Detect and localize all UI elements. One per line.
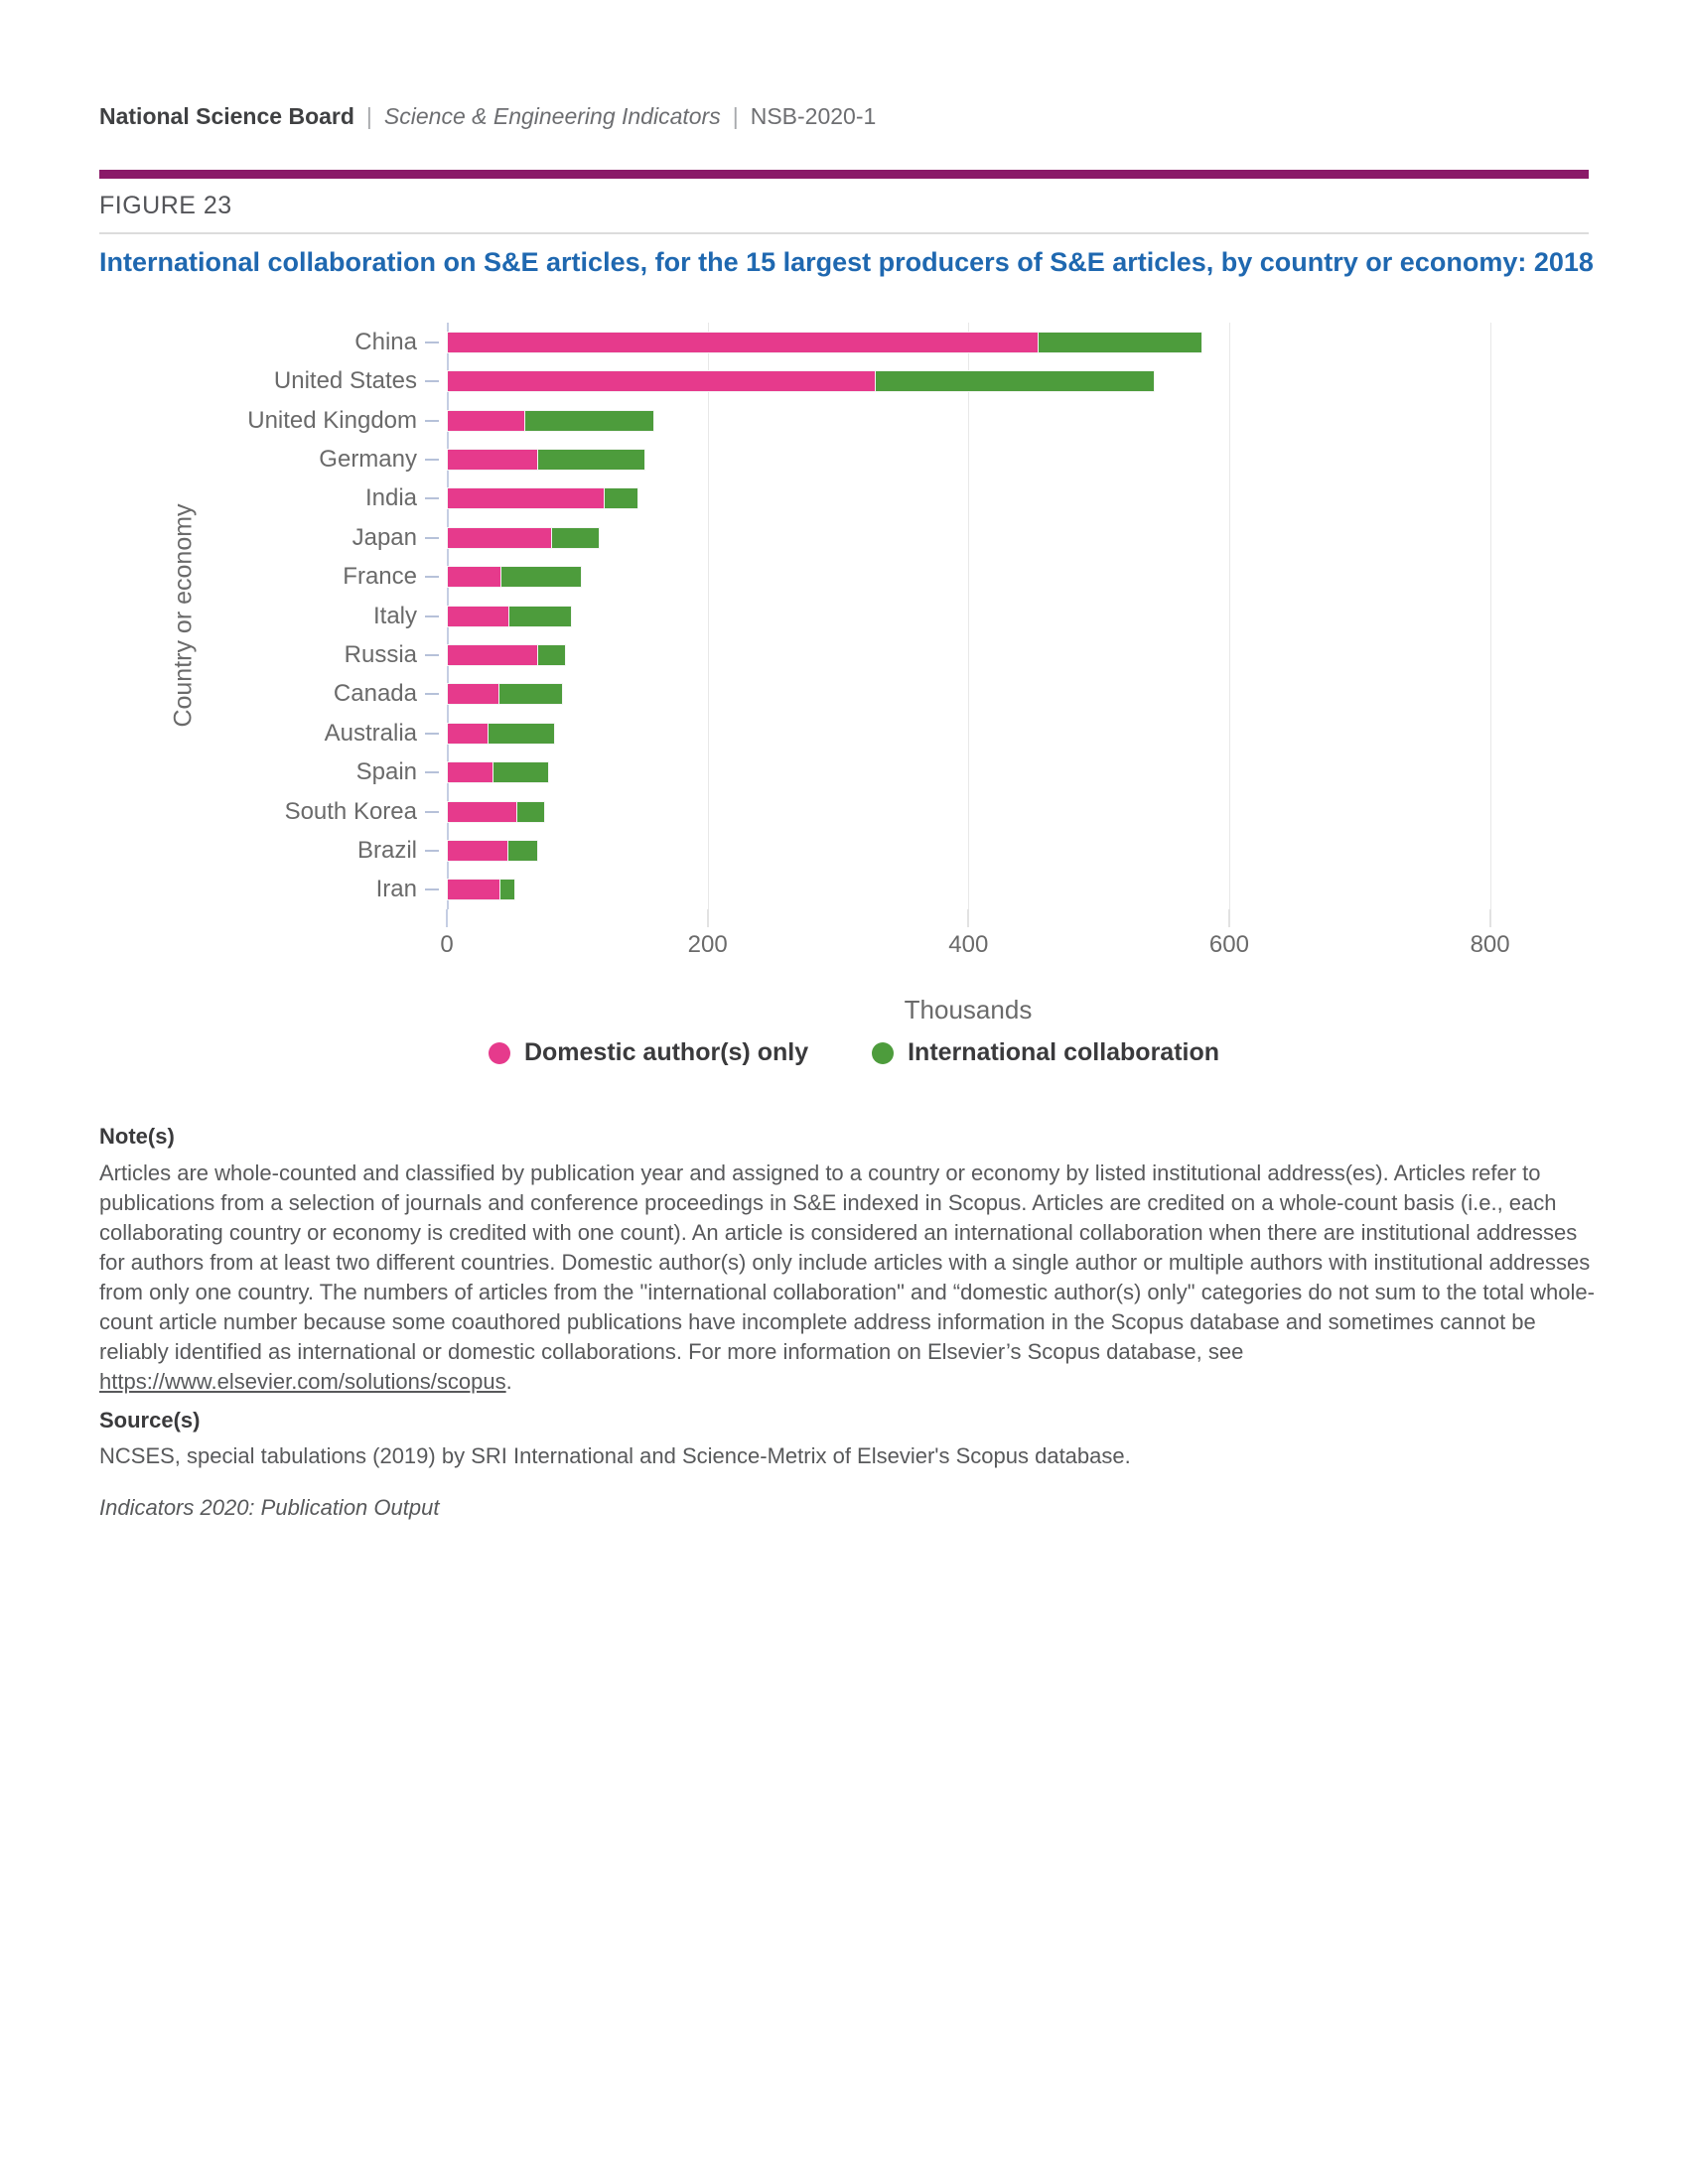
bar-segment-domestic[interactable] [447, 723, 489, 745]
bar-segment-international[interactable] [500, 566, 581, 588]
divider: | [365, 103, 372, 129]
bar-segment-domestic[interactable] [447, 566, 501, 588]
bar-track [447, 566, 1529, 588]
y-axis-category-label: Iran [375, 876, 417, 903]
y-axis-category-label: South Korea [284, 797, 417, 825]
y-axis-title: Country or economy [169, 503, 198, 728]
x-axis-ticks [447, 909, 1529, 927]
y-tick-mark [425, 459, 439, 461]
x-axis-title: Thousands [904, 995, 1033, 1024]
y-axis-category-label: Brazil [356, 836, 417, 864]
y-axis-category-label: United Kingdom [247, 406, 417, 434]
table-row [99, 323, 1529, 361]
bar-segment-international[interactable] [516, 801, 545, 823]
x-tick-mark [707, 909, 709, 927]
bar-segment-domestic[interactable] [447, 487, 605, 509]
y-tick-mark [425, 888, 439, 890]
bar-segment-domestic[interactable] [447, 801, 517, 823]
y-axis-category-label: France [343, 563, 417, 591]
table-row [99, 361, 1529, 400]
y-tick-mark [425, 576, 439, 578]
x-tick-mark [967, 909, 969, 927]
bar-segment-domestic[interactable] [447, 840, 508, 862]
y-tick-mark [425, 850, 439, 852]
y-axis-category-label: India [364, 484, 417, 512]
legend-item-domestic[interactable] [489, 1038, 808, 1067]
bar-segment-domestic[interactable] [447, 683, 499, 705]
publication-name: Science & Engineering Indicators [383, 103, 721, 129]
report-id: NSB-2020-1 [750, 103, 877, 129]
y-tick-mark [425, 654, 439, 656]
x-tick-mark [446, 909, 448, 927]
y-tick-mark [425, 341, 439, 343]
report-section-title: Indicators 2020: Publication Output [99, 1495, 440, 1520]
bar-segment-international[interactable] [551, 527, 600, 549]
legend-label: International collaboration [908, 1038, 1220, 1066]
table-row [99, 401, 1529, 440]
y-tick-mark [425, 497, 439, 499]
y-tick-mark [425, 771, 439, 773]
bar-segment-domestic[interactable] [447, 761, 493, 783]
table-row [99, 752, 1529, 791]
bar-segment-international[interactable] [604, 487, 638, 509]
bar-track [447, 879, 1529, 900]
x-tick-mark [1489, 909, 1491, 927]
y-tick-mark [425, 420, 439, 422]
source-text: NCSES, special tabulations (2019) by SRI International and Science-Metrix of Elsevier's Scopus database. [99, 1443, 1131, 1468]
y-axis-category-label: Russia [344, 640, 417, 668]
y-tick-mark [425, 733, 439, 735]
bar-track [447, 370, 1529, 392]
y-axis-category-label: Italy [372, 602, 417, 629]
y-axis-category-label: Germany [319, 445, 417, 473]
legend-label: Domestic author(s) only [523, 1038, 809, 1066]
bar-segment-domestic[interactable] [447, 527, 552, 549]
bar-segment-international[interactable] [537, 644, 566, 666]
bar-segment-domestic[interactable] [447, 370, 876, 392]
table-row [99, 714, 1529, 752]
bar-track [447, 487, 1529, 509]
bar-segment-international[interactable] [488, 723, 555, 745]
table-row [99, 831, 1529, 870]
table-row [99, 479, 1529, 518]
bar-track [447, 332, 1529, 353]
source-heading: Source(s) [99, 1408, 201, 1433]
bar-segment-international[interactable] [508, 606, 572, 627]
table-row [99, 440, 1529, 478]
bar-track [447, 801, 1529, 823]
y-axis-category-label: Canada [333, 680, 417, 708]
bar-segment-domestic[interactable] [447, 644, 538, 666]
x-tick-label: 400 [948, 931, 989, 958]
table-row [99, 792, 1529, 831]
x-tick-label: 200 [687, 931, 728, 958]
accent-rule [99, 170, 1589, 179]
bar-segment-international[interactable] [524, 410, 654, 432]
y-tick-mark [425, 537, 439, 539]
table-row [99, 635, 1529, 674]
table-row [99, 518, 1529, 557]
y-axis-category-label: United States [273, 367, 417, 395]
bar-segment-international[interactable] [537, 449, 645, 471]
bar-segment-domestic[interactable] [447, 410, 525, 432]
bar-segment-international[interactable] [498, 683, 564, 705]
brand-name: National Science Board [99, 103, 354, 129]
bar-track [447, 644, 1529, 666]
bar-segment-domestic[interactable] [447, 606, 509, 627]
bar-track [447, 449, 1529, 471]
bar-segment-domestic[interactable] [447, 879, 500, 900]
x-tick-label: 600 [1208, 931, 1249, 958]
bar-segment-international[interactable] [499, 879, 515, 900]
y-tick-mark [425, 615, 439, 617]
bar-segment-domestic[interactable] [447, 449, 538, 471]
notes-text-period: . [505, 1369, 512, 1394]
table-row [99, 557, 1529, 596]
legend-swatch-icon [489, 1042, 510, 1064]
y-tick-mark [425, 811, 439, 813]
figure-title: International collaboration on S&E articles, for the 15 largest producers of S&E articles, by country or economy: 2018 [99, 247, 1594, 277]
bar-segment-domestic[interactable] [447, 332, 1039, 353]
y-tick-mark [425, 380, 439, 382]
x-tick-label: 800 [1470, 931, 1510, 958]
x-tick-label: 0 [440, 931, 454, 958]
y-axis-category-label: Japan [352, 523, 417, 551]
figure-label: FIGURE 23 [99, 192, 232, 219]
table-row [99, 597, 1529, 635]
x-axis-tick-labels [440, 931, 1529, 961]
x-tick-mark [1228, 909, 1230, 927]
table-row [99, 871, 1529, 909]
y-axis-category-label: China [354, 328, 417, 355]
bar-track [447, 606, 1529, 627]
notes-text [99, 1159, 1597, 1397]
bar-track [447, 410, 1529, 432]
legend-swatch-icon [872, 1042, 894, 1064]
divider: | [732, 103, 739, 129]
bar-segment-international[interactable] [507, 840, 539, 862]
bar-track [447, 840, 1529, 862]
bar-rows [99, 323, 1529, 909]
y-axis-category-label: Australia [324, 719, 417, 747]
legend-item-international[interactable] [872, 1038, 1219, 1067]
y-tick-mark [425, 693, 439, 695]
y-axis-category-label: Spain [355, 758, 417, 786]
scopus-link[interactable]: https://www.elsevier.com/solutions/scopus [99, 1369, 506, 1394]
bar-track [447, 723, 1529, 745]
bar-segment-international[interactable] [1038, 332, 1201, 353]
notes-text-body: Articles are whole-counted and classified by publication year and assigned to a country or economy by listed institutional address(es). Articles refer to publications from a selection of journals and conference proceedings in S&E indexed in Scopus. Articles are credited on a whole-count basis (i.e., each collaborating country or economy is credited with one count). An article is considered an international collaboration when there are institutional addresses for authors from at least two different countries. Domestic author(s) only include articles with a single author or multiple authors with institutional addresses from only one country. The numbers of articles from the "international collaboration" and “domestic author(s) only" categories do not sum to the total whole-count article number because some coauthored publications have incomplete address information in the Scopus database and sometimes cannot be reliably identified as international or domestic collaborations. For more information on Elsevier’s Scopus database, see [99, 1160, 1595, 1364]
bar-segment-international[interactable] [875, 370, 1155, 392]
bar-track [447, 527, 1529, 549]
breadcrumb [99, 103, 876, 130]
divider-rule [99, 232, 1589, 234]
bar-track [447, 761, 1529, 783]
bar-track [447, 683, 1529, 705]
table-row [99, 675, 1529, 714]
bar-segment-international[interactable] [492, 761, 548, 783]
notes-heading: Note(s) [99, 1124, 175, 1149]
chart-legend [99, 1038, 1609, 1067]
